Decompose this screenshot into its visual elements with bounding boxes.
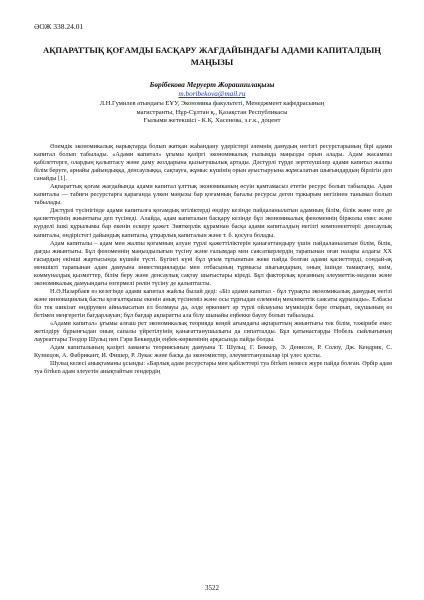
body-paragraph: Ақпараттық қоғам жағдайында адами капитал ұлттық экономиканың өсуін қамтамасыз ететін ресурс болып табылады. Адам капиталы — табиғи ресурстарға қарағанда үлкен маңызы бар қоғамның бағалы ресурсы деген тұжырым негізінен танымал болып табылады. [34, 183, 392, 207]
body-paragraph: Шульц келесі анықтаманы ұсынды: «Барлық адам ресурстары мен қабілеттері туа бітken немесе жүре пайда болған. Әрбір адам туа бітken адам әлеуетін анықтайтын гендердің [34, 360, 392, 376]
affiliation-line: магистранты, Нұр-Сұлтан қ., Қазақстан Республикасы [136, 108, 288, 116]
article-title: АҚПАРАТТЫҚ ҚОҒАМДЫ БАСҚАРУ ЖАҒДАЙЫНДАҒЫ АДАМИ КАПИТАЛДЫҢ МАҢЫЗЫ [43, 45, 381, 67]
author-email-link[interactable]: m.boribekova@mail.ru [178, 90, 246, 98]
article-body [34, 143, 392, 376]
body-paragraph: Адам капиталы – адам мен жалпы қоғамның алуан түрлі қажеттіліктерін қанағаттандыру үшін пайдаланылатын білім, білік, дағды жиынтығы. Бұл феноменнің маңыздылығын түсіну және ғалымдар мен саясаткерлердің тарапынан оған назары алдағы ХХ ғасырдың екінші жартысында күшейе түсті. Бүгінгі күні бұл ұғым тұтынатын жеке пайда болған адами қасиеттерді, сондай-ақ меншікті тарапынан адам дамуына инвестицияларды мен отбасының тұрмысы шығындарын, оның ішінде тамақтану, киім, коммуналдық қызметтер, білім беру және денсаулық сақтау шығыстары кіреді. Бұл факторлық қоғамның әлеуметтік-мәдени және экономикалық дамуындағы өзгермелі рөлін түсіну де қалыптасты. [34, 239, 392, 287]
author-affiliation [30, 100, 394, 126]
body-paragraph: Дәстүрлі түсінігінде адами капиталға қоғамдық игіліктерді өндіру кезінде пайдаланылатын адамның білім, білік және өзге де қасиеттерінің жиынтығы деп түсінеді. Алайда, адам капиталын басқару кезінде бұл экономикалық феноменнің біржолы емес және күрделі ішкі құрылымы бар екенін ескеру қажет. Зияткерлік құрамнан басқа адами капиталдың негізгі компоненттері: денсаулық капиталы, өндірістегі дайындық капиталы, ұтқырлық капиталын және т. б. қосуға болады. [34, 207, 392, 239]
body-paragraph: «Адами капитал» ұғымы алғаш рет экономикалық теорияда кеңей ағымдағы ақпараттың жиынтығы тек білім, тәжірибе емес жетілдіру бұрынғыдан оның сапалы үйретілуінің қанағаттанушылығы да сипатталды. Бұл қатынастарды Нобель сыйлығының лауреаттары Теодор Шульц пен Гэри Беккердің еңбек-көркемінің арқасында пайда болды. [34, 320, 392, 344]
author-name: Бөрібекова Меруерт Жорашиилақызы [149, 80, 275, 89]
body-paragraph: Әлемдік экономикалық нарықтарда болып жатқан жаһандану үдерістері әлемнің дамудың негізгі ресурстарының бірі адами капитал болып табылады. «Адами капитал» ұғымы қазіргі экономикалық ғылымда маңызды орын алады. Адам жасампаз қабілеттерге, олардың қалыптасу және даму жолдарына қызығушылық артады. Дәстүрлі түрде зерттеушілер адами капитал жалпы білім беруге, арнайы дайындыққа, денсаулыққа, сақтауға, жұмыс күшінің орын ауыстыруына жұмсалатын шығындардың бірлігін деп санайды [1]. [34, 143, 392, 183]
body-paragraph: Н.Ә.Назарбаев өз кезегінде адами капитал жайлы былай деді: «Біз адами капитал - бұл түрақты экономикалық дамудың негізі және инновациялық басты қозғалтқышы екенін анық түсінеміз және осы тұрғыдан елеменің мемлекеттік саясаты құрылады». Елбасы біз тек шикізат өндірумен айналысатын ел болмауы да, әлде өркениет әр түрлі ойлауына мүмкіндік бере отырып, оқушының өз бетімен меңгеретін бағдарлауын; бұл бағдар ақпаратты ала білу шынайы еңбекке баулу болып табылады. [34, 287, 392, 319]
supervisor-line: Ғылыми жетекшісі - К.Қ. Хасенова, э.ғ.к., доцент [143, 117, 281, 125]
page-number: 3522 [205, 584, 219, 592]
body-paragraph: Адам капиталының қазіргі заманғы теориясының дамуына Т. Шульц, Г. Беккер, Э. Денисон, Р. Солоу, Дж. Кендрик, С. Кузнецов, А. Фабрикант, И. Фишер, Р. Лукас және басқа да экономистер, әлеуметтанушылар ірі үлес қосты. [34, 344, 392, 360]
udk-code: ӘОЖ 338.24.01 [34, 22, 84, 31]
affiliation-line: Л.Н.Гумилев атындағы ЕҰУ, Экономика факультеті, Менеджмент кафедрасының [99, 100, 325, 107]
